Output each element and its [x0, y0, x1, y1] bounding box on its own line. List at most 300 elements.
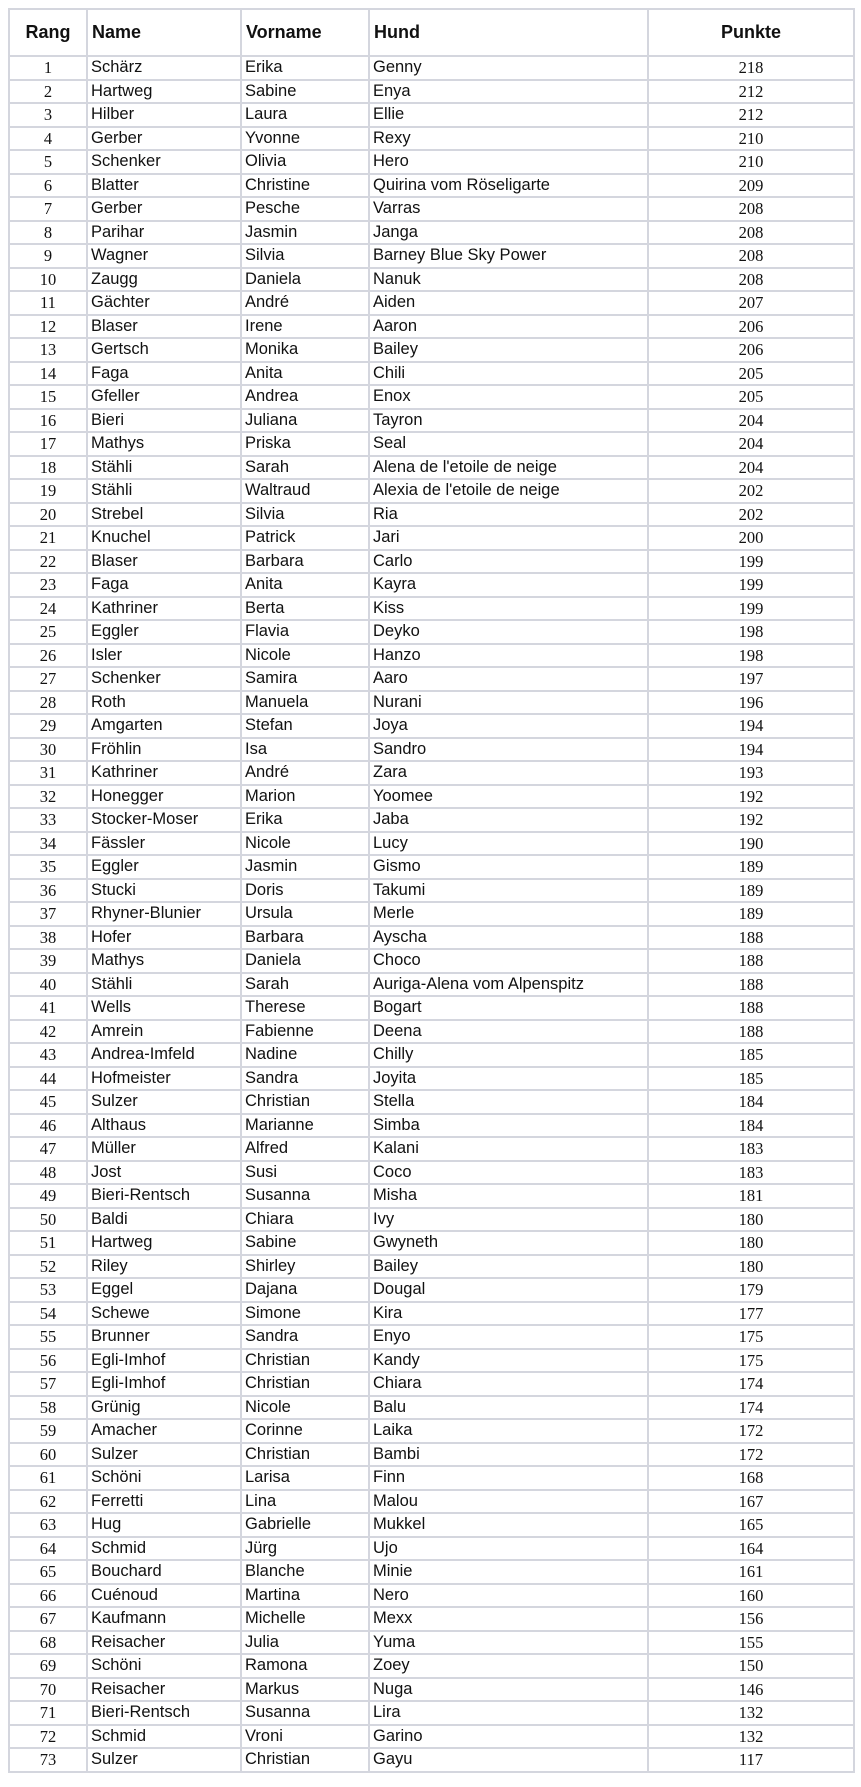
cell-punkte: 184 — [648, 1114, 854, 1138]
cell-hund: Janga — [369, 221, 648, 245]
table-row — [9, 1349, 854, 1373]
cell-vorname: Patrick — [241, 526, 369, 550]
cell-vorname: Fabienne — [241, 1020, 369, 1044]
cell-punkte: 185 — [648, 1067, 854, 1091]
table-row — [9, 949, 854, 973]
table-row — [9, 1114, 854, 1138]
cell-rang: 56 — [9, 1349, 87, 1373]
cell-vorname: Erika — [241, 808, 369, 832]
cell-vorname: André — [241, 291, 369, 315]
cell-name: Schöni — [87, 1654, 241, 1678]
cell-hund: Finn — [369, 1466, 648, 1490]
cell-vorname: Laura — [241, 103, 369, 127]
cell-vorname: Susanna — [241, 1184, 369, 1208]
cell-name: Sulzer — [87, 1748, 241, 1772]
cell-rang: 9 — [9, 244, 87, 268]
table-row — [9, 432, 854, 456]
cell-hund: Chilly — [369, 1043, 648, 1067]
cell-name: Sulzer — [87, 1443, 241, 1467]
cell-name: Schärz — [87, 56, 241, 80]
cell-name: Roth — [87, 691, 241, 715]
table-row — [9, 103, 854, 127]
cell-name: Faga — [87, 362, 241, 386]
cell-hund: Chili — [369, 362, 648, 386]
cell-hund: Kiss — [369, 597, 648, 621]
cell-hund: Laika — [369, 1419, 648, 1443]
table-row — [9, 1090, 854, 1114]
cell-punkte: 205 — [648, 362, 854, 386]
cell-name: Egli-Imhof — [87, 1349, 241, 1373]
cell-punkte: 172 — [648, 1419, 854, 1443]
cell-rang: 71 — [9, 1701, 87, 1725]
table-row — [9, 526, 854, 550]
cell-vorname: Nicole — [241, 1396, 369, 1420]
header-punkte: Punkte — [648, 9, 854, 56]
cell-vorname: Michelle — [241, 1607, 369, 1631]
cell-name: Blatter — [87, 174, 241, 198]
cell-punkte: 207 — [648, 291, 854, 315]
cell-rang: 35 — [9, 855, 87, 879]
cell-name: Sulzer — [87, 1090, 241, 1114]
cell-rang: 65 — [9, 1560, 87, 1584]
cell-hund: Carlo — [369, 550, 648, 574]
cell-rang: 11 — [9, 291, 87, 315]
table-row — [9, 244, 854, 268]
cell-name: Reisacher — [87, 1631, 241, 1655]
table-row — [9, 1443, 854, 1467]
cell-vorname: Christian — [241, 1748, 369, 1772]
cell-punkte: 204 — [648, 456, 854, 480]
cell-punkte: 132 — [648, 1725, 854, 1749]
cell-punkte: 168 — [648, 1466, 854, 1490]
cell-punkte: 196 — [648, 691, 854, 715]
table-row — [9, 127, 854, 151]
cell-vorname: Christine — [241, 174, 369, 198]
cell-rang: 29 — [9, 714, 87, 738]
cell-name: Brunner — [87, 1325, 241, 1349]
cell-punkte: 174 — [648, 1396, 854, 1420]
cell-vorname: Shirley — [241, 1255, 369, 1279]
cell-punkte: 205 — [648, 385, 854, 409]
table-row — [9, 644, 854, 668]
cell-hund: Minie — [369, 1560, 648, 1584]
cell-rang: 61 — [9, 1466, 87, 1490]
cell-punkte: 210 — [648, 150, 854, 174]
cell-rang: 15 — [9, 385, 87, 409]
cell-rang: 73 — [9, 1748, 87, 1772]
cell-punkte: 194 — [648, 714, 854, 738]
cell-hund: Aaro — [369, 667, 648, 691]
cell-punkte: 206 — [648, 315, 854, 339]
table-row — [9, 573, 854, 597]
cell-hund: Kandy — [369, 1349, 648, 1373]
cell-vorname: Sabine — [241, 80, 369, 104]
cell-hund: Varras — [369, 197, 648, 221]
table-row — [9, 1419, 854, 1443]
cell-vorname: Nicole — [241, 644, 369, 668]
cell-vorname: Yvonne — [241, 127, 369, 151]
cell-hund: Alexia de l'etoile de neige — [369, 479, 648, 503]
cell-name: Schmid — [87, 1537, 241, 1561]
cell-name: Bieri-Rentsch — [87, 1184, 241, 1208]
cell-hund: Merle — [369, 902, 648, 926]
table-row — [9, 667, 854, 691]
cell-vorname: Sandra — [241, 1325, 369, 1349]
cell-hund: Auriga-Alena vom Alpenspitz — [369, 973, 648, 997]
table-row — [9, 1278, 854, 1302]
cell-rang: 8 — [9, 221, 87, 245]
cell-hund: Bogart — [369, 996, 648, 1020]
cell-hund: Yuma — [369, 1631, 648, 1655]
cell-rang: 57 — [9, 1372, 87, 1396]
cell-vorname: Doris — [241, 879, 369, 903]
cell-name: Parihar — [87, 221, 241, 245]
cell-punkte: 210 — [648, 127, 854, 151]
cell-name: Isler — [87, 644, 241, 668]
cell-hund: Ujo — [369, 1537, 648, 1561]
cell-vorname: Daniela — [241, 949, 369, 973]
table-row — [9, 221, 854, 245]
table-row — [9, 1208, 854, 1232]
cell-name: Gertsch — [87, 338, 241, 362]
cell-punkte: 156 — [648, 1607, 854, 1631]
cell-rang: 41 — [9, 996, 87, 1020]
cell-rang: 12 — [9, 315, 87, 339]
cell-vorname: Stefan — [241, 714, 369, 738]
cell-hund: Kayra — [369, 573, 648, 597]
cell-hund: Seal — [369, 432, 648, 456]
cell-name: Strebel — [87, 503, 241, 527]
cell-hund: Stella — [369, 1090, 648, 1114]
cell-name: Mathys — [87, 432, 241, 456]
table-row — [9, 1513, 854, 1537]
cell-name: Wagner — [87, 244, 241, 268]
cell-vorname: Sandra — [241, 1067, 369, 1091]
cell-rang: 43 — [9, 1043, 87, 1067]
cell-hund: Malou — [369, 1490, 648, 1514]
cell-vorname: Erika — [241, 56, 369, 80]
table-row — [9, 1678, 854, 1702]
cell-name: Stähli — [87, 973, 241, 997]
cell-hund: Barney Blue Sky Power — [369, 244, 648, 268]
cell-punkte: 155 — [648, 1631, 854, 1655]
cell-punkte: 181 — [648, 1184, 854, 1208]
table-row — [9, 1725, 854, 1749]
ranking-table-container — [8, 8, 855, 1773]
table-row — [9, 1748, 854, 1772]
cell-vorname: Isa — [241, 738, 369, 762]
cell-vorname: Christian — [241, 1443, 369, 1467]
cell-vorname: Chiara — [241, 1208, 369, 1232]
cell-rang: 62 — [9, 1490, 87, 1514]
cell-name: Eggler — [87, 855, 241, 879]
cell-punkte: 209 — [648, 174, 854, 198]
cell-rang: 59 — [9, 1419, 87, 1443]
cell-punkte: 208 — [648, 244, 854, 268]
cell-rang: 46 — [9, 1114, 87, 1138]
cell-name: Schmid — [87, 1725, 241, 1749]
cell-vorname: Barbara — [241, 550, 369, 574]
table-row — [9, 1255, 854, 1279]
cell-vorname: Jasmin — [241, 855, 369, 879]
cell-hund: Zara — [369, 761, 648, 785]
cell-rang: 44 — [9, 1067, 87, 1091]
cell-vorname: Irene — [241, 315, 369, 339]
cell-name: Ferretti — [87, 1490, 241, 1514]
header-row — [9, 9, 854, 56]
cell-punkte: 188 — [648, 996, 854, 1020]
cell-rang: 38 — [9, 926, 87, 950]
cell-punkte: 212 — [648, 80, 854, 104]
cell-hund: Aiden — [369, 291, 648, 315]
cell-hund: Tayron — [369, 409, 648, 433]
cell-rang: 14 — [9, 362, 87, 386]
cell-rang: 10 — [9, 268, 87, 292]
cell-name: Eggel — [87, 1278, 241, 1302]
cell-vorname: Jürg — [241, 1537, 369, 1561]
table-row — [9, 1701, 854, 1725]
table-row — [9, 338, 854, 362]
cell-punkte: 198 — [648, 644, 854, 668]
cell-rang: 26 — [9, 644, 87, 668]
table-row — [9, 1137, 854, 1161]
cell-rang: 7 — [9, 197, 87, 221]
cell-punkte: 206 — [648, 338, 854, 362]
cell-rang: 27 — [9, 667, 87, 691]
cell-vorname: Juliana — [241, 409, 369, 433]
cell-name: Baldi — [87, 1208, 241, 1232]
cell-punkte: 198 — [648, 620, 854, 644]
cell-name: Egli-Imhof — [87, 1372, 241, 1396]
cell-vorname: Simone — [241, 1302, 369, 1326]
cell-vorname: Corinne — [241, 1419, 369, 1443]
cell-hund: Coco — [369, 1161, 648, 1185]
cell-punkte: 204 — [648, 409, 854, 433]
table-row — [9, 738, 854, 762]
cell-name: Amacher — [87, 1419, 241, 1443]
cell-punkte: 202 — [648, 503, 854, 527]
cell-vorname: Waltraud — [241, 479, 369, 503]
cell-rang: 66 — [9, 1584, 87, 1608]
cell-punkte: 192 — [648, 785, 854, 809]
cell-vorname: Blanche — [241, 1560, 369, 1584]
cell-punkte: 175 — [648, 1349, 854, 1373]
cell-name: Andrea-Imfeld — [87, 1043, 241, 1067]
cell-rang: 23 — [9, 573, 87, 597]
cell-hund: Nuga — [369, 1678, 648, 1702]
cell-name: Fröhlin — [87, 738, 241, 762]
cell-vorname: Olivia — [241, 150, 369, 174]
cell-rang: 25 — [9, 620, 87, 644]
cell-rang: 47 — [9, 1137, 87, 1161]
cell-rang: 5 — [9, 150, 87, 174]
cell-vorname: Daniela — [241, 268, 369, 292]
cell-vorname: Marianne — [241, 1114, 369, 1138]
cell-hund: Aaron — [369, 315, 648, 339]
cell-punkte: 188 — [648, 1020, 854, 1044]
table-row — [9, 1584, 854, 1608]
cell-name: Kaufmann — [87, 1607, 241, 1631]
cell-rang: 53 — [9, 1278, 87, 1302]
cell-vorname: Christian — [241, 1349, 369, 1373]
cell-vorname: Marion — [241, 785, 369, 809]
cell-hund: Ivy — [369, 1208, 648, 1232]
cell-rang: 17 — [9, 432, 87, 456]
cell-hund: Nanuk — [369, 268, 648, 292]
cell-vorname: Gabrielle — [241, 1513, 369, 1537]
cell-vorname: Manuela — [241, 691, 369, 715]
header-hund: Hund — [369, 9, 648, 56]
table-row — [9, 456, 854, 480]
table-row — [9, 56, 854, 80]
cell-rang: 42 — [9, 1020, 87, 1044]
cell-hund: Zoey — [369, 1654, 648, 1678]
cell-vorname: Susanna — [241, 1701, 369, 1725]
cell-vorname: Martina — [241, 1584, 369, 1608]
cell-name: Stähli — [87, 456, 241, 480]
cell-name: Stucki — [87, 879, 241, 903]
cell-hund: Bailey — [369, 1255, 648, 1279]
cell-name: Knuchel — [87, 526, 241, 550]
cell-name: Schenker — [87, 667, 241, 691]
cell-vorname: Samira — [241, 667, 369, 691]
cell-punkte: 132 — [648, 1701, 854, 1725]
cell-rang: 50 — [9, 1208, 87, 1232]
cell-punkte: 146 — [648, 1678, 854, 1702]
table-row — [9, 761, 854, 785]
cell-rang: 67 — [9, 1607, 87, 1631]
cell-punkte: 199 — [648, 550, 854, 574]
cell-hund: Takumi — [369, 879, 648, 903]
cell-name: Kathriner — [87, 597, 241, 621]
cell-rang: 30 — [9, 738, 87, 762]
cell-hund: Ria — [369, 503, 648, 527]
cell-punkte: 165 — [648, 1513, 854, 1537]
cell-hund: Lira — [369, 1701, 648, 1725]
cell-rang: 63 — [9, 1513, 87, 1537]
cell-vorname: Sarah — [241, 973, 369, 997]
cell-vorname: Christian — [241, 1090, 369, 1114]
cell-name: Grünig — [87, 1396, 241, 1420]
cell-rang: 33 — [9, 808, 87, 832]
cell-hund: Mexx — [369, 1607, 648, 1631]
cell-rang: 58 — [9, 1396, 87, 1420]
cell-punkte: 180 — [648, 1255, 854, 1279]
table-row — [9, 855, 854, 879]
cell-rang: 1 — [9, 56, 87, 80]
cell-vorname: André — [241, 761, 369, 785]
cell-hund: Hero — [369, 150, 648, 174]
table-row — [9, 1231, 854, 1255]
cell-name: Schewe — [87, 1302, 241, 1326]
cell-vorname: Silvia — [241, 503, 369, 527]
cell-name: Hilber — [87, 103, 241, 127]
table-row — [9, 503, 854, 527]
cell-punkte: 183 — [648, 1161, 854, 1185]
header-rang: Rang — [9, 9, 87, 56]
cell-vorname: Sabine — [241, 1231, 369, 1255]
cell-hund: Deena — [369, 1020, 648, 1044]
cell-hund: Garino — [369, 1725, 648, 1749]
cell-name: Cuénoud — [87, 1584, 241, 1608]
cell-rang: 51 — [9, 1231, 87, 1255]
cell-rang: 68 — [9, 1631, 87, 1655]
table-row — [9, 1020, 854, 1044]
table-row — [9, 550, 854, 574]
table-row — [9, 1396, 854, 1420]
cell-rang: 54 — [9, 1302, 87, 1326]
table-row — [9, 714, 854, 738]
table-row — [9, 197, 854, 221]
cell-punkte: 179 — [648, 1278, 854, 1302]
cell-hund: Jaba — [369, 808, 648, 832]
cell-rang: 64 — [9, 1537, 87, 1561]
cell-vorname: Larisa — [241, 1466, 369, 1490]
table-row — [9, 996, 854, 1020]
table-row — [9, 832, 854, 856]
cell-hund: Simba — [369, 1114, 648, 1138]
cell-hund: Joyita — [369, 1067, 648, 1091]
cell-name: Hartweg — [87, 80, 241, 104]
table-row — [9, 597, 854, 621]
cell-punkte: 175 — [648, 1325, 854, 1349]
cell-vorname: Alfred — [241, 1137, 369, 1161]
cell-name: Schenker — [87, 150, 241, 174]
cell-punkte: 200 — [648, 526, 854, 550]
cell-punkte: 180 — [648, 1231, 854, 1255]
cell-name: Zaugg — [87, 268, 241, 292]
cell-punkte: 197 — [648, 667, 854, 691]
table-row — [9, 1560, 854, 1584]
cell-name: Bouchard — [87, 1560, 241, 1584]
cell-vorname: Berta — [241, 597, 369, 621]
cell-hund: Gwyneth — [369, 1231, 648, 1255]
cell-rang: 70 — [9, 1678, 87, 1702]
cell-name: Gfeller — [87, 385, 241, 409]
table-body — [9, 56, 854, 1772]
cell-name: Amrein — [87, 1020, 241, 1044]
cell-name: Schöni — [87, 1466, 241, 1490]
table-row — [9, 1043, 854, 1067]
cell-punkte: 189 — [648, 855, 854, 879]
table-row — [9, 80, 854, 104]
cell-hund: Kalani — [369, 1137, 648, 1161]
table-row — [9, 385, 854, 409]
cell-rang: 34 — [9, 832, 87, 856]
cell-rang: 13 — [9, 338, 87, 362]
table-row — [9, 315, 854, 339]
cell-vorname: Susi — [241, 1161, 369, 1185]
cell-punkte: 161 — [648, 1560, 854, 1584]
cell-vorname: Vroni — [241, 1725, 369, 1749]
cell-rang: 52 — [9, 1255, 87, 1279]
cell-name: Hartweg — [87, 1231, 241, 1255]
cell-rang: 72 — [9, 1725, 87, 1749]
cell-name: Blaser — [87, 315, 241, 339]
cell-hund: Balu — [369, 1396, 648, 1420]
cell-punkte: 193 — [648, 761, 854, 785]
cell-punkte: 188 — [648, 973, 854, 997]
cell-rang: 6 — [9, 174, 87, 198]
cell-hund: Nurani — [369, 691, 648, 715]
table-row — [9, 150, 854, 174]
table-row — [9, 174, 854, 198]
cell-rang: 16 — [9, 409, 87, 433]
cell-name: Amgarten — [87, 714, 241, 738]
cell-rang: 40 — [9, 973, 87, 997]
cell-punkte: 160 — [648, 1584, 854, 1608]
table-row — [9, 409, 854, 433]
